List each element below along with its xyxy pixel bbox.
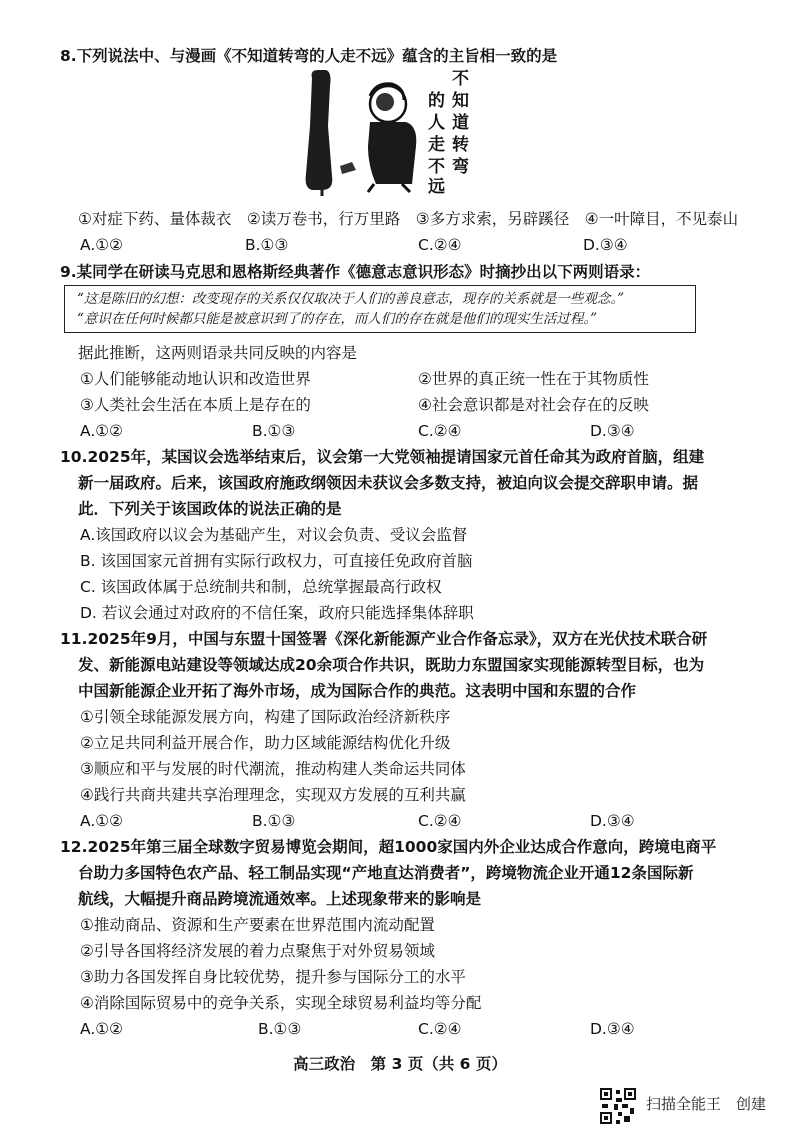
- page-footer: 高三政治 第 3 页（共 6 页）: [293, 1055, 507, 1073]
- question-8-choice-a[interactable]: A.①②: [80, 236, 124, 254]
- svg-text:转: 转: [452, 135, 469, 155]
- question-11-choice-b[interactable]: B.①③: [252, 812, 296, 830]
- question-8-choice-b[interactable]: B.①③: [245, 236, 289, 254]
- question-8-stem: 8.下列说法中、与漫画《不知道转弯的人走不远》蕴含的主旨相一致的是: [60, 47, 558, 65]
- question-10-stem-1: 10.2025年，某国议会选举结束后，议会第一大党领袖提请国家元首任命其为政府首脑，组建: [60, 448, 705, 466]
- svg-text:弯: 弯: [452, 157, 469, 177]
- question-10-option-b[interactable]: B. 该国国家元首拥有实际行政权力，可直接任免政府首脑: [80, 552, 473, 570]
- question-11-option-4: ④践行共商共建共享治理理念，实现双方发展的互利共赢: [80, 786, 466, 804]
- question-12-option-4: ④消除国际贸易中的竞争关系，实现全球贸易利益均等分配: [80, 994, 482, 1012]
- question-9-choice-b[interactable]: B.①③: [252, 422, 296, 440]
- question-8-choice-c[interactable]: C.②④: [418, 236, 462, 254]
- question-9-option-4: ④社会意识都是对社会存在的反映: [418, 396, 649, 414]
- question-11-choice-d[interactable]: D.③④: [590, 812, 635, 830]
- question-12-stem-3: 航线，大幅提升商品跨境流通效率。上述现象带来的影响是: [78, 890, 482, 908]
- question-8-choice-d[interactable]: D.③④: [583, 236, 628, 254]
- svg-text:远: 远: [428, 177, 445, 197]
- question-12-stem-1: 12.2025年第三届全球数字贸易博览会期间，超1000家国内外企业达成合作意向，跨境电商平: [60, 838, 717, 856]
- question-9-option-3: ③人类社会生活在本质上是存在的: [80, 396, 311, 414]
- question-11-stem-1: 11.2025年9月，中国与东盟十国签署《深化新能源产业合作备忘录》，双方在光伏技术联合研: [60, 630, 708, 648]
- scanner-watermark: 扫描全能王 创建: [646, 1095, 767, 1113]
- question-11-choice-a[interactable]: A.①②: [80, 812, 124, 830]
- question-9-stem: 9.某同学在研读马克思和恩格斯经典著作《德意志意识形态》时摘抄出以下两则语录：: [60, 263, 651, 281]
- question-9-quote-1: “这是陈旧的幻想：改变现存的关系仅仅取决于人们的善良意志，现存的关系就是一些观念。”: [77, 291, 625, 307]
- question-9-quote-2: “意识在任何时候都只能是被意识到了的存在，而人们的存在就是他们的现实生活过程。”: [77, 311, 598, 327]
- question-10-option-a[interactable]: A.该国政府以议会为基础产生，对议会负责、受议会监督: [80, 526, 468, 544]
- question-12-stem-2: 台助力多国特色农产品、轻工制品实现“产地直达消费者”，跨境物流企业开通12条国际新: [78, 864, 694, 882]
- question-9-choice-c[interactable]: C.②④: [418, 422, 462, 440]
- svg-text:道: 道: [452, 113, 469, 133]
- question-10-option-c[interactable]: C. 该国政体属于总统制共和制，总统掌握最高行政权: [80, 578, 442, 596]
- question-9-quote-box: [64, 285, 696, 333]
- question-9-option-1: ①人们能够能动地认识和改造世界: [80, 370, 311, 388]
- qr-code-icon: [598, 1086, 638, 1126]
- question-12-choice-b[interactable]: B.①③: [258, 1020, 302, 1038]
- question-12-choice-a[interactable]: A.①②: [80, 1020, 124, 1038]
- question-12-choice-c[interactable]: C.②④: [418, 1020, 462, 1038]
- comic-illustration: [292, 66, 502, 198]
- question-11-stem-3: 中国新能源企业开拓了海外市场，成为国际合作的典范。这表明中国和东盟的合作: [78, 682, 637, 700]
- question-9-option-2: ②世界的真正统一性在于其物质性: [418, 370, 649, 388]
- question-9-choice-d[interactable]: D.③④: [590, 422, 635, 440]
- question-11-option-1: ①引领全球能源发展方向，构建了国际政治经济新秩序: [80, 708, 451, 726]
- question-11-option-2: ②立足共同利益开展合作，助力区域能源结构优化升级: [80, 734, 451, 752]
- svg-text:不: 不: [452, 69, 469, 89]
- question-11-stem-2: 发、新能源电站建设等领域达成20余项合作共识，既助力东盟国家实现能源转型目标，也为: [78, 656, 705, 674]
- question-10-stem-2: 新一届政府。后来，该国政府施政纲领因未获议会多数支持，被迫向议会提交辞职申请。据: [78, 474, 699, 492]
- question-10-option-d[interactable]: D. 若议会通过对政府的不信任案，政府只能选择集体辞职: [80, 604, 474, 622]
- svg-text:知: 知: [452, 91, 469, 111]
- question-12-option-2: ②引导各国将经济发展的着力点聚焦于对外贸易领域: [80, 942, 435, 960]
- question-9-choice-a[interactable]: A.①②: [80, 422, 124, 440]
- question-11-option-3: ③顺应和平与发展的时代潮流，推动构建人类命运共同体: [80, 760, 466, 778]
- svg-text:不: 不: [428, 157, 445, 177]
- question-9-lead: 据此推断，这两则语录共同反映的内容是: [78, 344, 358, 362]
- svg-text:的: 的: [428, 91, 445, 111]
- comic-caption: [428, 69, 469, 197]
- question-10-stem-3: 此．下列关于该国政体的说法正确的是: [78, 500, 342, 518]
- question-12-option-3: ③助力各国发挥自身比较优势，提升参与国际分工的水平: [80, 968, 466, 986]
- question-11-choice-c[interactable]: C.②④: [418, 812, 462, 830]
- svg-text:人: 人: [428, 113, 445, 133]
- svg-text:走: 走: [428, 135, 445, 155]
- question-12-option-1: ①推动商品、资源和生产要素在世界范围内流动配置: [80, 916, 435, 934]
- question-12-choice-d[interactable]: D.③④: [590, 1020, 635, 1038]
- question-8-options: ①对症下药、量体裁衣 ②读万卷书，行万里路 ③多方求索，另辟蹊径 ④一叶障目，不见泰山: [78, 210, 739, 228]
